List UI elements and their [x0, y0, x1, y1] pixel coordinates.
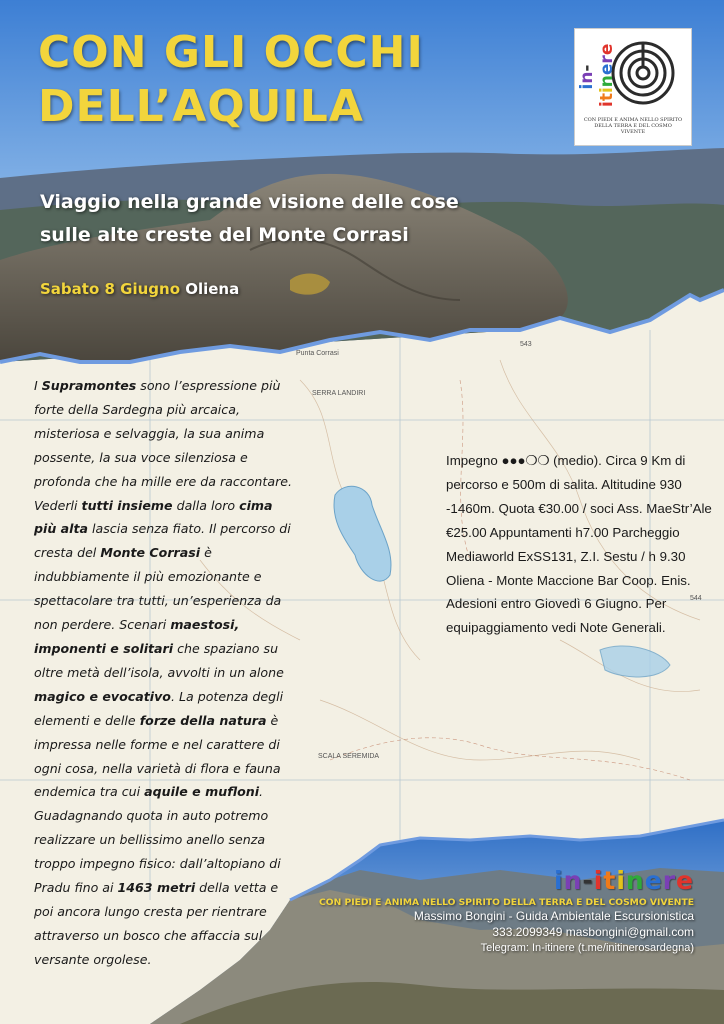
logo-letter: r: [662, 866, 677, 895]
footer-logo: [319, 866, 694, 895]
event-place: Oliena: [180, 280, 240, 298]
logo-letter: i: [597, 101, 617, 107]
subtitle-line-2: sulle alte creste del Monte Corrasi: [40, 224, 409, 246]
footer-tagline: CON PIEDI E ANIMA NELLO SPIRITO DELLA TERRA E DEL COSMO VIVENTE: [319, 897, 694, 908]
logo-letter: i: [593, 866, 604, 895]
logo-tagline: CON PIEDI E ANIMA NELLO SPIRITO DELLA TERRA E DEL COSMO VIVENTE: [583, 117, 683, 135]
logo-letter: e: [597, 63, 617, 76]
logo-letter: n: [563, 866, 583, 895]
event-day: Sabato 8 Giugno: [40, 280, 180, 298]
logo-letter: -: [582, 866, 594, 895]
logo-letter: n: [577, 71, 597, 84]
poster-title: [38, 26, 424, 134]
description-text: I Supramontes sono l’espressione più forte della Sardegna più arcaica, misteriosa e selvaggia, la sua anima possente, la sua voce silenziosa e profonda che ha mille ere da raccontare. Vederli tutti insieme dalla loro cima più alta lascia senza fiato. Il percorso di cresta del Monte Corrasi è indubbiamente il più emozionante e spettacolare tra tutti, un’esperienza da non perdere. Scenari maestosi, imponenti e solitari che spaziano su oltre metà dell’isola, avvolti in un alone magico e evocativo. La potenza degli elementi e delle forze della natura è impressa nelle forme e nel carattere di ogni cosa, nella varietà di flora e fauna endemica tra cui aquile e mufloni. Guadagnando quota in auto potremo realizzare un bellissimo anello senza troppo impegno fisico: dall’altopiano di Pradu fino ai 1463 metri della vetta e poi ancora lungo cresta per rientrare attraverso un bosco che affaccia sul versante orgolese.: [34, 378, 292, 967]
logo-letter: r: [597, 55, 617, 64]
logo-letter: n: [625, 866, 645, 895]
map-label: 543: [520, 341, 532, 348]
logo-letter: e: [597, 43, 617, 56]
subtitle-line-1: Viaggio nella grande visione delle cose: [40, 191, 459, 213]
guide-name: Massimo Bongini - Guida Ambientale Escursionistica: [413, 909, 694, 923]
poster-subtitle: [40, 186, 459, 252]
logo-letter: i: [577, 83, 597, 90]
event-date: [40, 280, 239, 298]
logo-letter: e: [676, 866, 694, 895]
logo-letter: e: [644, 866, 663, 895]
footer-contacts: [319, 866, 694, 956]
title-line-1: CON GLI OCCHI: [38, 27, 424, 78]
logo-wordmark: [577, 43, 617, 107]
logo-letter: i: [597, 87, 617, 94]
logo-letter: i: [616, 866, 626, 895]
map-label: 544: [690, 595, 702, 602]
logo-letter: n: [597, 75, 617, 88]
logo-letter: t: [603, 866, 617, 895]
logo-letter: t: [597, 93, 617, 102]
event-info: Impegno ●●●❍❍ (medio). Circa 9 Km di percorso e 500m di salita. Altitudine 930 -1460m. Quota €30.00 / soci Ass. MaeStr’Ale €25.00 Appuntamenti h7.00 Parcheggio Mediaworld ExSS131, Z.I. Sestu / h 9.30 Oliena - Monte Maccione Bar Coop. Enis. Adesioni entro Giovedì 6 Giugno. Per equipaggiamento vedi Note Generali.: [446, 453, 712, 636]
guide-contact: 333.2099349 masbongini@gmail.com: [492, 925, 694, 939]
title-line-2: DELL’AQUILA: [38, 81, 364, 132]
in-itinere-logo: [574, 28, 692, 146]
map-label: SERRA LANDIRI: [312, 390, 366, 397]
map-label: SCALA SEREMIDA: [318, 753, 380, 760]
logo-letter: -: [577, 64, 597, 72]
map-label: Punta Corrasi: [296, 350, 339, 357]
logo-letter: i: [554, 866, 564, 895]
telegram-link[interactable]: Telegram: In-itinere (t.me/initinerosardegna): [480, 942, 694, 954]
